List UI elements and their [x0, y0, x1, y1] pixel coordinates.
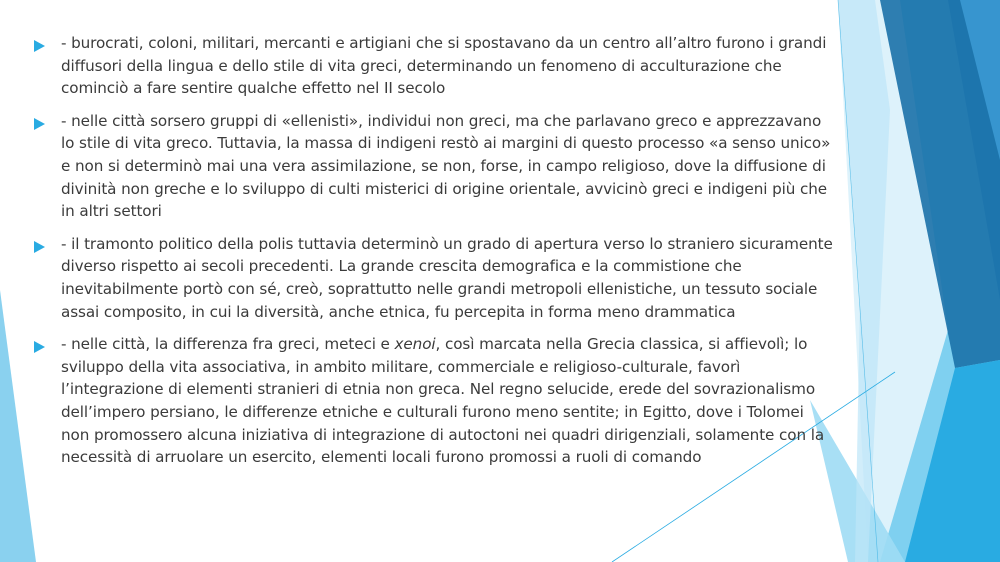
bullet-text: - il tramonto politico della polis tuttavia determinò un grado di apertura verso lo straniero sicuramente diverso rispetto ai secoli precedenti. La grande crescita demografica e la commistione che inevitabilmente portò con sé, creò, soprattutto nelle grandi metropoli ellenistiche, un tessuto sociale assai composito, in cui la diversità, anche etnica, fu percepita in forma meno drammatica — [61, 234, 833, 321]
list-item — [34, 233, 834, 323]
triangle-arrow-icon — [34, 233, 61, 257]
triangle-arrow-icon — [34, 333, 61, 357]
left-edge-shape — [0, 290, 36, 562]
bullet-text-italic: xenoi — [394, 335, 436, 354]
bullet-text — [61, 333, 834, 469]
bullet-text: - nelle città sorsero gruppi di «ellenisti», individui non greci, ma che parlavano greco e apprezzavano lo stile di vita greco. Tuttavia, la massa di indigeni restò ai margini di questo processo «a senso unico» e non si determinò mai una vera assimilazione, se non, forse, in campo religioso, dove la diffusione di divinità non greche e lo sviluppo di culti misterici di origine orientale, avvicinò greci e indigeni più che in altri settori — [61, 111, 831, 221]
bullet-text: - burocrati, coloni, militari, mercanti e artigiani che si spostavano da un centro all’altro furono i grandi diffusori della lingua e dello stile di vita greci, determinando un fenomeno di acculturazione che cominciò a fare sentire qualche effetto nel II secolo — [61, 34, 827, 98]
bullet-text-part: , così marcata nella Grecia classica, si affievolì; lo sviluppo della vita associativa, in ambito militare, commerciale e religioso-culturale, favorì l’integrazione di elementi stranieri di etnia non greca. Nel regno selucide, erede del sovrazionalismo dell’impero persiano, le differenze etniche e culturali furono meno sentite; in Egitto, dove i Tolomei non promossero alcuna iniziativa di integrazione di autoctoni nei quadri dirigenziali, solamente con la necessità di arruolare un esercito, elementi locali furono promossi a ruoli di comando — [61, 335, 825, 467]
triangle-arrow-icon — [34, 110, 61, 134]
bullet-text-part: - nelle città, la differenza fra greci, meteci e — [61, 335, 395, 354]
list-item — [34, 110, 834, 223]
list-item — [34, 333, 834, 469]
list-item — [34, 32, 834, 100]
triangle-arrow-icon — [34, 32, 61, 56]
bullet-list — [34, 32, 834, 479]
